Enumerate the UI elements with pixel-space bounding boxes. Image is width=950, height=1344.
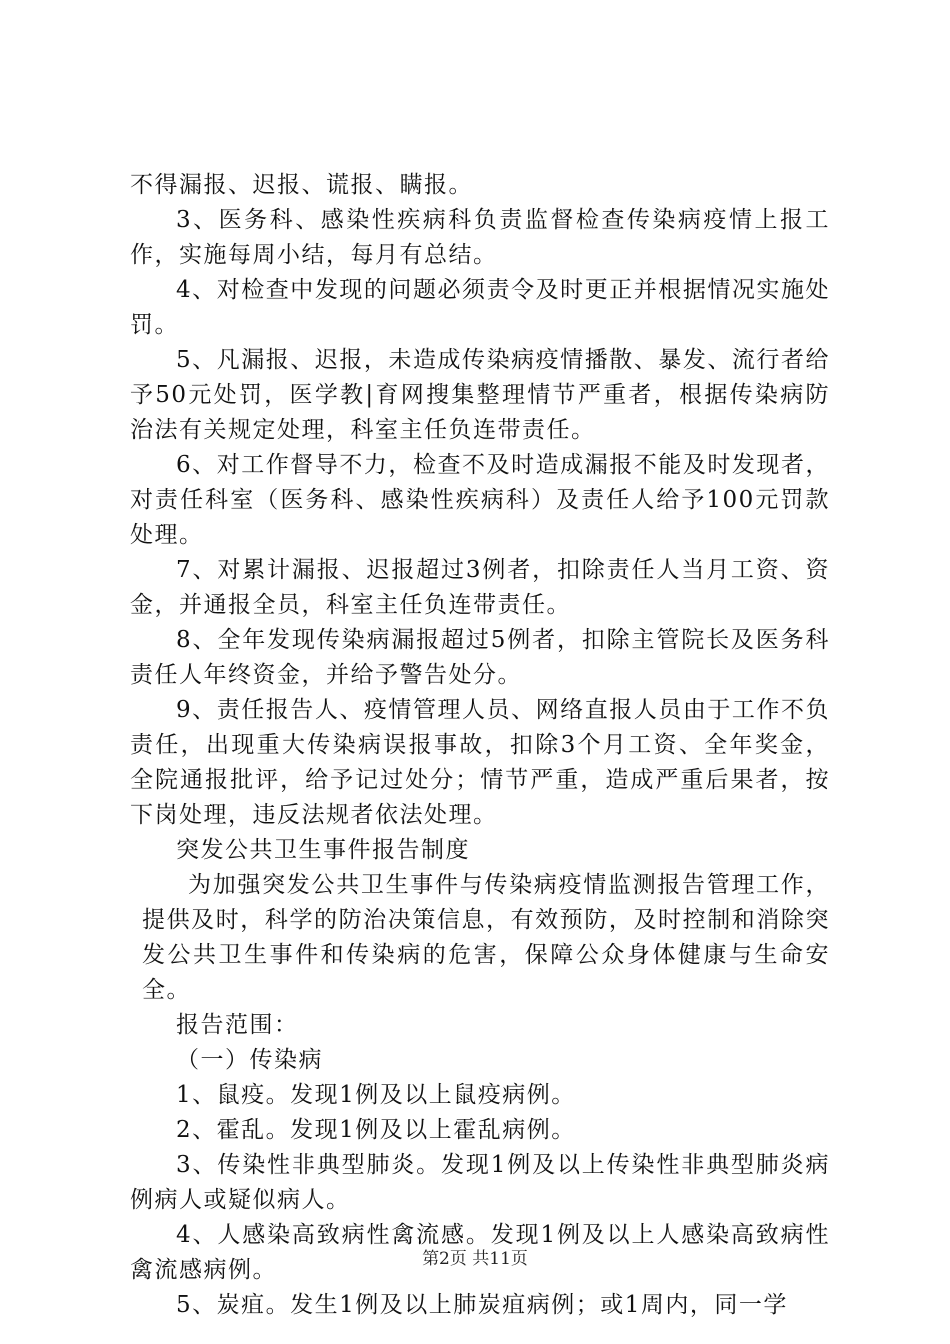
paragraph: 5、凡漏报、迟报，未造成传染病疫情播散、暴发、流行者给予50元处罚，医学教|育网搜集整理情节严重者，根据传染病防治法有关规定处理，科室主任负连带责任。	[130, 347, 830, 443]
paragraph: 不得漏报、迟报、谎报、瞒报。	[130, 172, 473, 198]
paragraph: 4、对检查中发现的问题必须责令及时更正并根据情况实施处罚。	[130, 277, 830, 338]
document-body	[130, 168, 830, 1323]
paragraph: 5、炭疽。发生1例及以上肺炭疽病例；或1周内，同一学	[176, 1292, 788, 1318]
paragraph: 9、责任报告人、疫情管理人员、网络直报人员由于工作不负责任，出现重大传染病误报事故，扣除3个月工资、全年奖金，全院通报批评，给予记过处分；情节严重，造成严重后果者，按下岗处理，违反法规者依法处理。	[130, 697, 830, 828]
paragraph: 突发公共卫生事件报告制度	[176, 837, 470, 863]
paragraph: 8、全年发现传染病漏报超过5例者，扣除主管院长及医务科责任人年终资金，并给予警告处分。	[130, 627, 830, 688]
paragraph: 4、人感染高致病性禽流感。发现1例及以上人感染高致病性禽流感病例。	[130, 1222, 830, 1283]
paragraph: 报告范围：	[176, 1012, 299, 1038]
paragraph: （一）传染病	[176, 1047, 323, 1073]
paragraph: 6、对工作督导不力，检查不及时造成漏报不能及时发现者，对责任科室（医务科、感染性疾病科）及责任人给予100元罚款处理。	[130, 452, 830, 548]
paragraph: 3、传染性非典型肺炎。发现1例及以上传染性非典型肺炎病例病人或疑似病人。	[130, 1152, 830, 1213]
paragraph: 1、鼠疫。发现1例及以上鼠疫病例。	[176, 1082, 576, 1108]
paragraph: 7、对累计漏报、迟报超过3例者，扣除责任人当月工资、资金，并通报全员，科室主任负连带责任。	[130, 557, 830, 618]
paragraph: 2、霍乱。发现1例及以上霍乱病例。	[176, 1117, 576, 1143]
page-footer: 第2页 共11页	[422, 1249, 528, 1269]
paragraph: 3、医务科、感染性疾病科负责监督检查传染病疫情上报工作，实施每周小结，每月有总结。	[130, 207, 830, 268]
paragraph: 为加强突发公共卫生事件与传染病疫情监测报告管理工作，提供及时，科学的防治决策信息，有效预防，及时控制和消除突发公共卫生事件和传染病的危害，保障公众身体健康与生命安全。	[142, 872, 830, 1003]
